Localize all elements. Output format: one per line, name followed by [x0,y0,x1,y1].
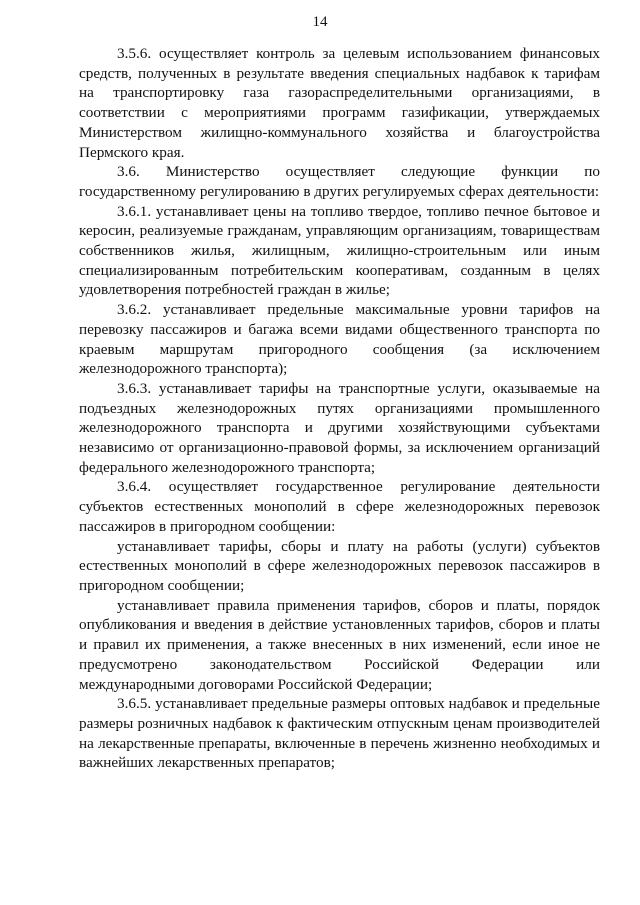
paragraph-3-5-6: 3.5.6. осуществляет контроль за целевым использованием финансовых средств, полученных в результате введения специальных надбавок к тарифам на транспортировку газа газораспределительными организациями, в соответствии с мероприятиями программ газификации, утверждаемых Министерством жилищно-коммунального хозяйства и благоустройства Пермского края. [79,45,600,161]
paragraph-3-6-4: 3.6.4. осуществляет государственное регулирование деятельности субъектов естественных монополий в сфере железнодорожных перевозок пассажиров в пригородном сообщении: [79,478,600,535]
paragraph-3-6: 3.6. Министерство осуществляет следующие функции по государственному регулированию в других регулируемых сферах деятельности: [79,163,600,200]
paragraph-3-6-2: 3.6.2. устанавливает предельные максимальные уровни тарифов на перевозку пассажиров и багажа всеми видами общественного транспорта по краевым маршрутам пригородного сообщения (за исключением железнодорожного транспорта); [79,301,600,378]
paragraph-3-6-4-tariffs: устанавливает тарифы, сборы и плату на работы (услуги) субъектов естественных монополий в сфере железнодорожных перевозок пассажиров в пригородном сообщении; [79,537,600,594]
paragraph-3-6-1: 3.6.1. устанавливает цены на топливо твердое, топливо печное бытовое и керосин, реализуемые гражданам, управляющим организациям, товариществам собственников жилья, жилищным, жилищно-строительным или иным специализированным потребительским кооперативам, созданным в целях удовлетворения потребностей граждан в жилье; [79,202,600,299]
paragraph-3-6-3: 3.6.3. устанавливает тарифы на транспортные услуги, оказываемые на подъездных железнодорожных путях организациями промышленного железнодорожного транспорта и другими хозяйствующими субъектами независимо от организационно-правовой формы, за исключением организаций федерального железнодорожного транспорта; [79,379,600,476]
document-body [79,44,600,773]
paragraph-3-6-5: 3.6.5. устанавливает предельные размеры оптовых надбавок и предельные размеры розничных надбавок к фактическим отпускным ценам производителей на лекарственные препараты, включенные в перечень жизненно необходимых и важнейших лекарственных препаратов; [79,695,600,772]
paragraph-3-6-4-rules: устанавливает правила применения тарифов, сборов и платы, порядок опубликования и введения в действие установленных тарифов, сборов и платы и правил их применения, а также внесенных в них изменений, если иное не предусмотрено законодательством Российской Федерации или международными договорами Российской Федерации; [79,596,600,693]
page-number: 14 [312,14,328,30]
